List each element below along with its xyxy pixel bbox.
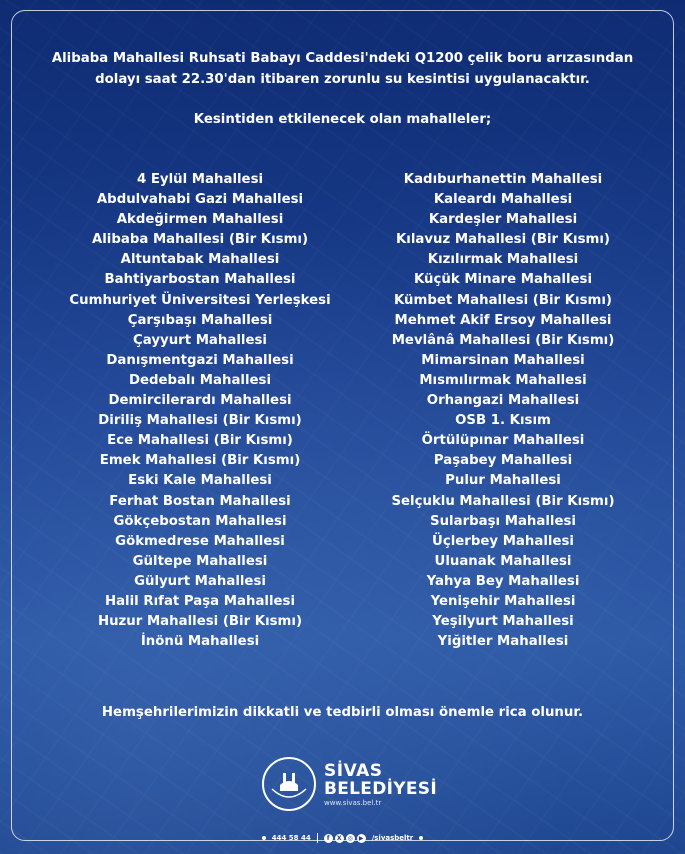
neighborhood-item: Emek Mahallesi (Bir Kısmı) bbox=[99, 453, 301, 469]
affected-heading: Kesintiden etkilenecek olan mahalleler; bbox=[193, 112, 492, 127]
youtube-icon[interactable]: ▶ bbox=[357, 834, 366, 843]
neighborhood-item: Altuntabak Mahallesi bbox=[120, 252, 280, 268]
brand-line-1: SİVAS bbox=[324, 761, 383, 781]
neighborhood-item: İnönü Mahallesi bbox=[140, 634, 260, 650]
neighborhood-item: Mimarsinan Mahallesi bbox=[421, 352, 585, 368]
social-handle: /sivasbeltr bbox=[371, 834, 414, 842]
social-icons bbox=[324, 834, 366, 843]
neighborhood-item: Gültepe Mahallesi bbox=[132, 553, 268, 569]
neighborhood-item: Kardeşler Mahallesi bbox=[428, 212, 578, 228]
neighborhood-list-left bbox=[35, 170, 365, 652]
neighborhood-item: Orhangazi Mahallesi bbox=[426, 393, 580, 409]
neighborhood-item: Mısmılırmak Mahallesi bbox=[419, 372, 587, 388]
neighborhood-item: Örtülüpınar Mahallesi bbox=[421, 433, 585, 449]
neighborhood-item: Yahya Bey Mahallesi bbox=[426, 573, 580, 589]
bullet-icon bbox=[419, 836, 423, 840]
neighborhood-item: Kızılırmak Mahallesi bbox=[427, 252, 579, 268]
brand-line-2: BELEDİYESİ bbox=[324, 779, 437, 799]
neighborhood-item: Sularbaşı Mahallesi bbox=[430, 513, 576, 529]
neighborhood-item: Halil Rıfat Paşa Mahallesi bbox=[104, 593, 296, 609]
instagram-icon[interactable]: ◎ bbox=[347, 834, 353, 842]
neighborhood-item: Mehmet Akif Ersoy Mahallesi bbox=[394, 312, 612, 328]
municipality-seal-icon bbox=[262, 757, 316, 811]
facebook-icon[interactable]: f bbox=[324, 834, 333, 843]
neighborhood-item: Kadıburhanettin Mahallesi bbox=[403, 172, 603, 187]
neighborhood-item: Huzur Mahallesi (Bir Kısmı) bbox=[97, 614, 303, 630]
neighborhood-item: Gökmedrese Mahallesi bbox=[115, 533, 285, 549]
closing-text: Hemşehrilerimizin dikkatli ve tedbirli olması önemle rica olunur. bbox=[101, 705, 584, 720]
neighborhood-item: Danışmentgazi Mahallesi bbox=[106, 352, 294, 368]
neighborhood-item: Yenişehir Mahallesi bbox=[430, 593, 576, 609]
neighborhood-item: Abdulvahabi Gazi Mahallesi bbox=[96, 192, 304, 208]
neighborhood-item: Selçuklu Mahallesi (Bir Kısmı) bbox=[391, 493, 615, 509]
neighborhood-item: Gülyurt Mahallesi bbox=[134, 573, 266, 589]
neighborhood-item: Küçük Minare Mahallesi bbox=[413, 272, 593, 288]
neighborhood-item: Demircilerardı Mahallesi bbox=[108, 393, 292, 409]
neighborhood-item: Paşabey Mahallesi bbox=[433, 453, 573, 469]
intro-line-1: Alibaba Mahallesi Ruhsati Babayı Caddesi'ndeki Q1200 çelik boru arızasından bbox=[51, 51, 634, 66]
neighborhood-item: OSB 1. Kısım bbox=[455, 413, 551, 429]
neighborhood-item: Bahtiyarbostan Mahallesi bbox=[104, 272, 296, 288]
neighborhood-item: Eski Kale Mahallesi bbox=[128, 473, 272, 489]
neighborhood-item: Cumhuriyet Üniversitesi Yerleşkesi bbox=[69, 292, 331, 308]
divider bbox=[317, 833, 318, 843]
brand-website: www.sivas.bel.tr bbox=[324, 799, 382, 807]
phone-number: 444 58 44 bbox=[271, 834, 311, 842]
intro-line-2: dolayı saat 22.30'dan itibaren zorunlu su kesintisi uygulanacaktır. bbox=[95, 72, 590, 87]
neighborhood-item: Çayyurt Mahallesi bbox=[133, 332, 267, 348]
bullet-icon bbox=[262, 836, 266, 840]
neighborhood-list-right bbox=[338, 170, 668, 652]
intro-text bbox=[30, 48, 655, 90]
neighborhood-item: Mevlânâ Mahallesi (Bir Kısmı) bbox=[391, 332, 615, 348]
neighborhood-item: Gökçebostan Mahallesi bbox=[113, 513, 287, 529]
neighborhood-item: Kaleardı Mahallesi bbox=[433, 192, 573, 208]
neighborhood-item: Diriliş Mahallesi (Bir Kısmı) bbox=[98, 413, 302, 429]
neighborhood-item: Çarşıbaşı Mahallesi bbox=[127, 312, 273, 328]
neighborhood-item: Pulur Mahallesi bbox=[445, 473, 561, 489]
neighborhood-item: Kılavuz Mahallesi (Bir Kısmı) bbox=[396, 232, 610, 248]
neighborhood-item: Kümbet Mahallesi (Bir Kısmı) bbox=[393, 292, 612, 308]
neighborhood-item: Ferhat Bostan Mahallesi bbox=[109, 493, 291, 509]
neighborhood-item: Dedebalı Mahallesi bbox=[128, 372, 272, 388]
neighborhood-item: 4 Eylül Mahallesi bbox=[136, 172, 264, 187]
neighborhood-item: Yeşilyurt Mahallesi bbox=[432, 614, 574, 630]
neighborhood-item: Yiğitler Mahallesi bbox=[437, 634, 569, 650]
x-icon[interactable]: X bbox=[335, 834, 344, 843]
neighborhood-item: Alibaba Mahallesi (Bir Kısmı) bbox=[91, 232, 309, 248]
neighborhood-item: Ece Mahallesi (Bir Kısmı) bbox=[107, 433, 293, 449]
neighborhood-item: Üçlerbey Mahallesi bbox=[432, 533, 574, 549]
contact-footer bbox=[0, 831, 685, 845]
municipality-logo bbox=[262, 757, 442, 813]
neighborhood-item: Akdeğirmen Mahallesi bbox=[116, 212, 284, 228]
neighborhood-item: Uluanak Mahallesi bbox=[434, 553, 572, 569]
